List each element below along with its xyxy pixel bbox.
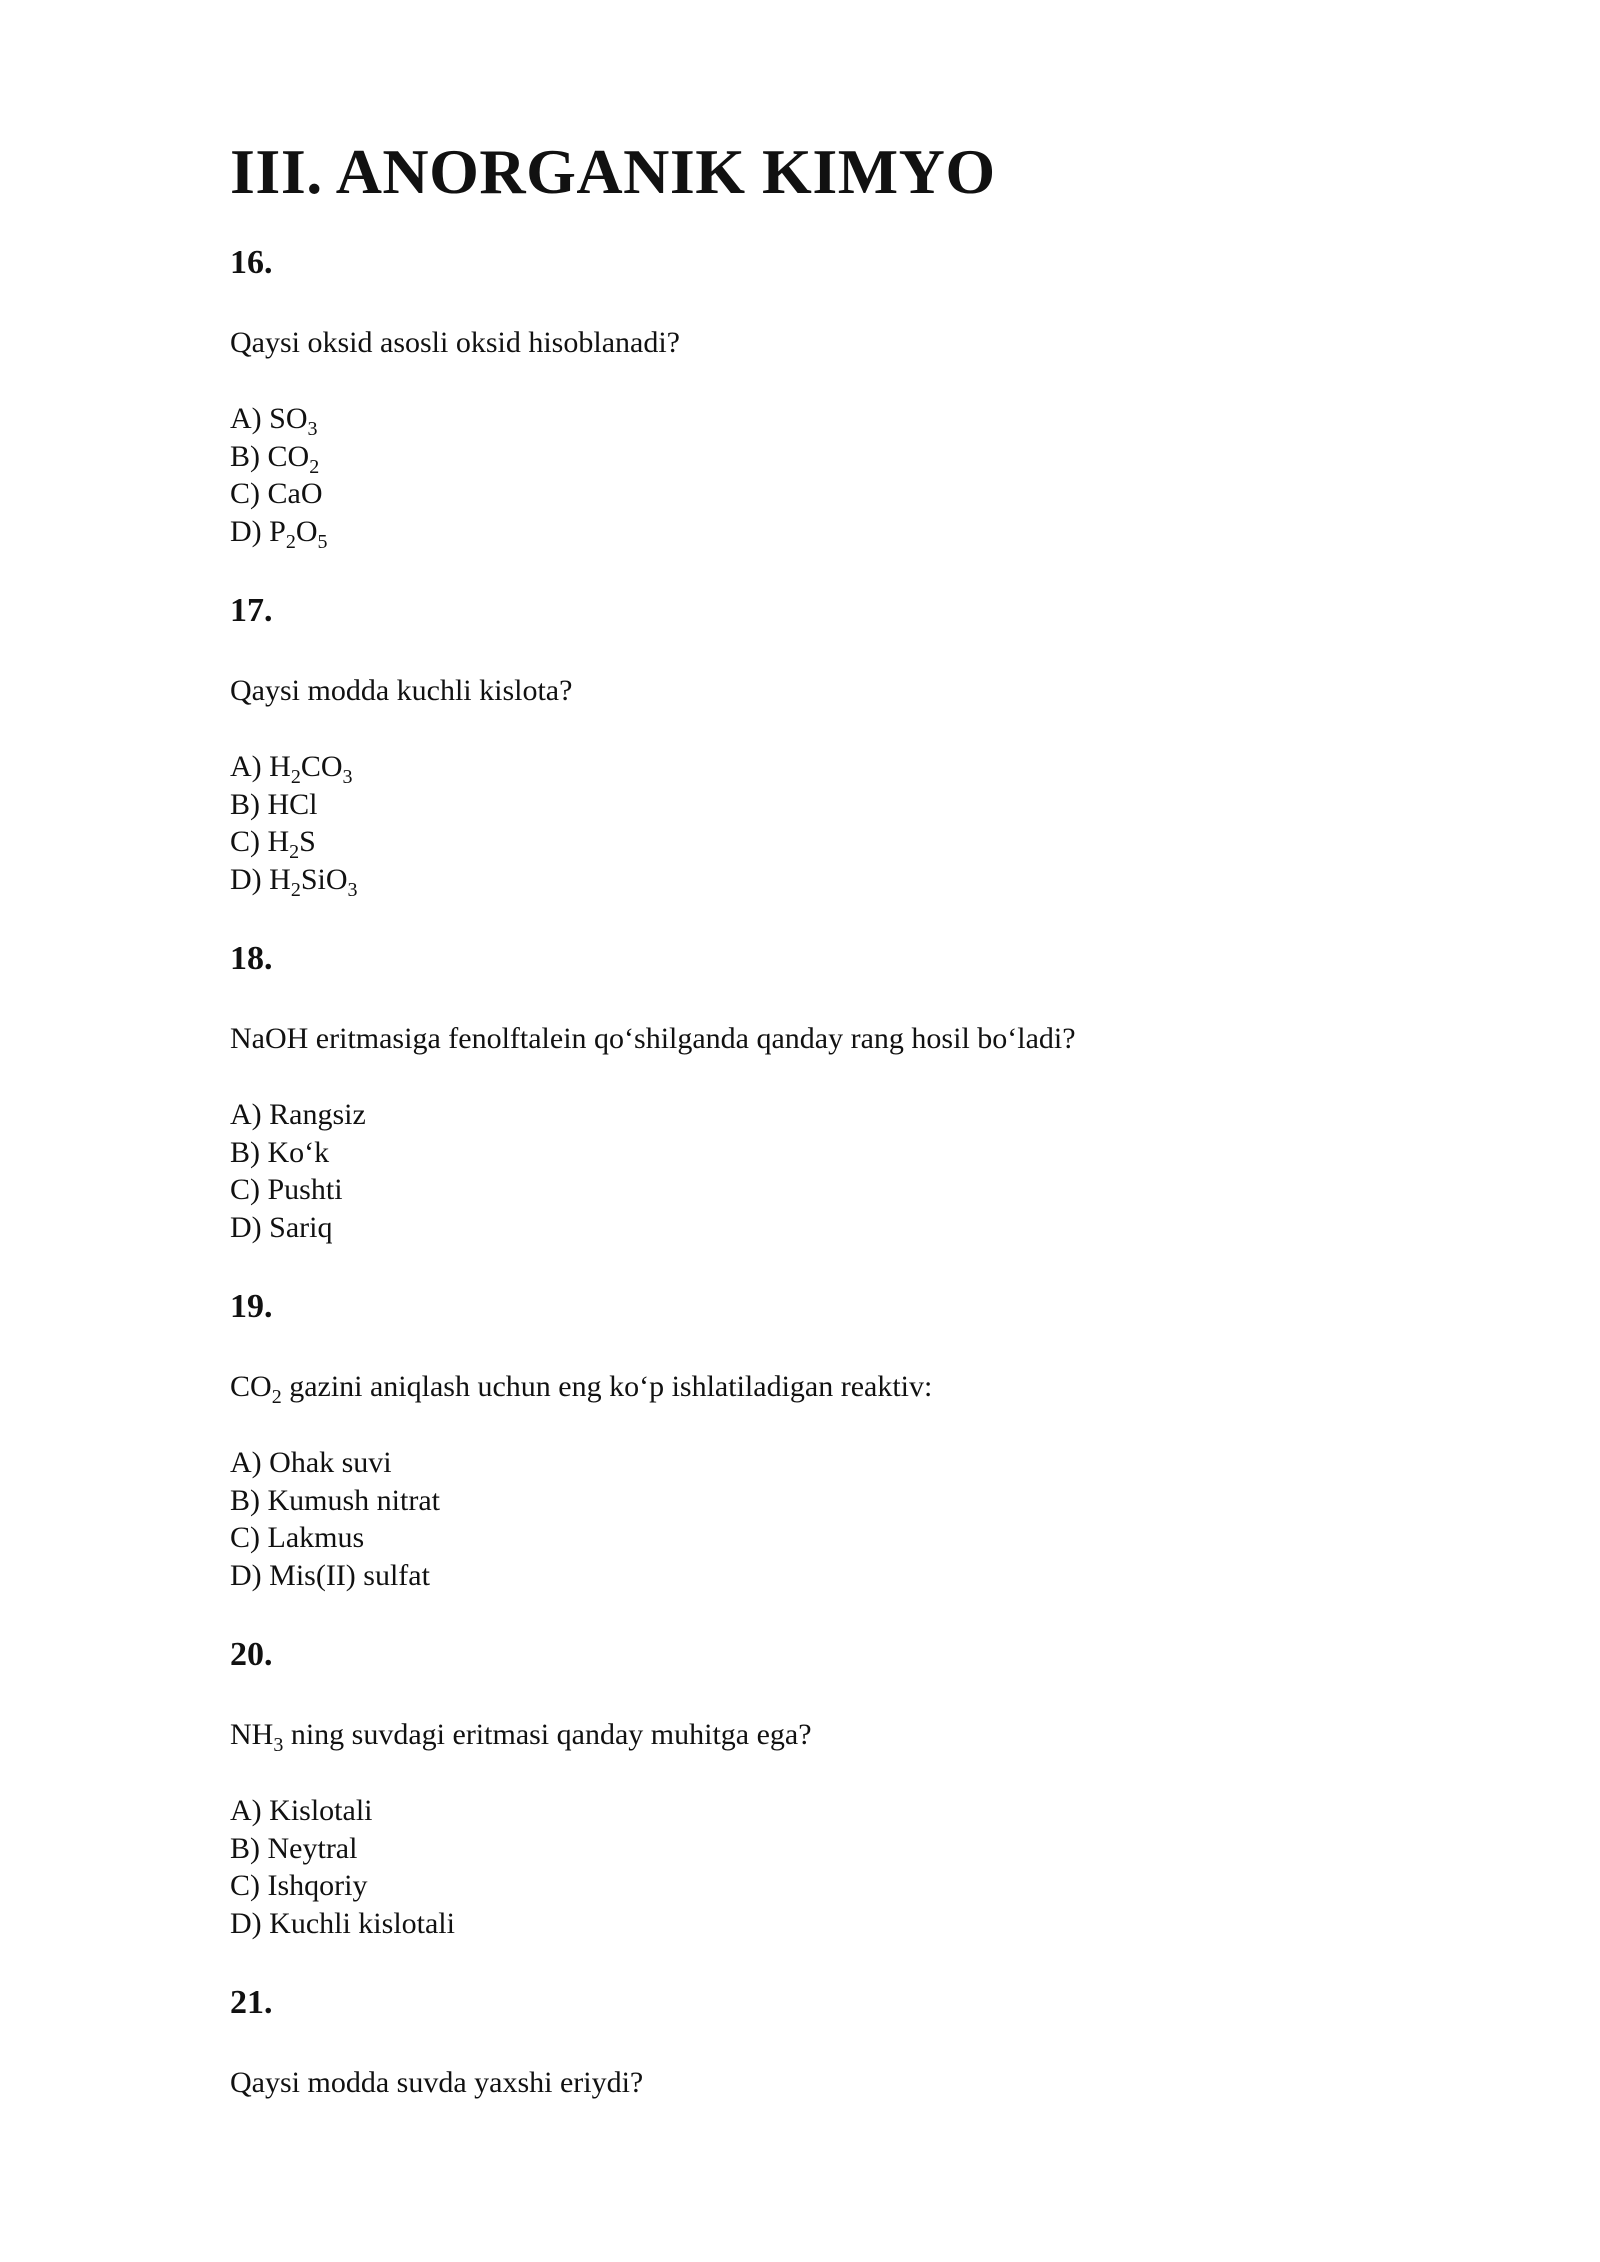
text-segment: C) Lakmus (230, 1521, 365, 1554)
subscript: 3 (342, 766, 353, 788)
question-number: 20. (230, 1636, 273, 1673)
question-number: 18. (230, 940, 273, 977)
answer-option (230, 861, 1430, 899)
text-segment: B) Neytral (230, 1831, 358, 1865)
answer-options (230, 748, 1430, 901)
text-segment: C) CaO (230, 477, 323, 510)
subscript: 2 (289, 841, 300, 863)
answer-option (230, 475, 1430, 513)
text-segment: SiO (300, 862, 348, 896)
subscript: 2 (290, 766, 301, 788)
question-text (230, 1024, 1430, 1054)
question-list (230, 246, 1430, 2098)
text-segment: D) H (230, 862, 291, 896)
text-segment: B) Kumush nitrat (230, 1483, 440, 1517)
subscript: 5 (317, 530, 328, 553)
answer-option (230, 1557, 1430, 1595)
question-block (230, 244, 1430, 553)
answer-option (230, 1134, 1430, 1172)
text-segment: O (295, 514, 318, 548)
answer-option (230, 1444, 1430, 1482)
subscript: 2 (271, 1386, 282, 1408)
subscript: 2 (309, 455, 320, 478)
answer-option (230, 1171, 1430, 1209)
question-text (230, 1718, 1430, 1756)
text-segment: Qaysi modda suvda yaxshi eriydi? (230, 2066, 644, 2099)
text-segment: Qaysi modda kuchli kislota? (230, 674, 573, 707)
document-page (230, 136, 1430, 2140)
answer-option (230, 1830, 1430, 1868)
text-segment: A) Rangsiz (230, 1098, 366, 1131)
answer-options (230, 1096, 1430, 1246)
answer-option (230, 513, 1430, 551)
answer-option (230, 1519, 1430, 1557)
question-text (230, 328, 1430, 358)
subscript: 3 (273, 1734, 284, 1756)
text-segment: C) Ishqoriy (230, 1869, 368, 1902)
subscript: 2 (290, 878, 301, 901)
question-block (230, 942, 1430, 1246)
text-segment: Qaysi oksid asosli oksid hisoblanadi? (230, 326, 680, 359)
page-title: III. ANORGANIK KIMYO (230, 136, 996, 207)
question-block (230, 592, 1430, 901)
text-segment: D) Kuchli kislotali (230, 1906, 455, 1940)
question-text (230, 676, 1430, 706)
text-segment: D) Mis(II) sulfat (230, 1558, 430, 1592)
text-segment: A) SO (230, 402, 308, 435)
text-segment: gazini aniqlash uchun eng ko‘p ishlatiladigan reaktiv: (281, 1370, 933, 1403)
question-number: 16. (230, 244, 273, 281)
text-segment: D) Sariq (230, 1210, 333, 1244)
question-text (230, 1370, 1430, 1408)
text-segment: C) H (230, 825, 290, 858)
text-segment: A) Ohak suvi (230, 1446, 392, 1479)
answer-option (230, 1905, 1430, 1943)
answer-options (230, 1444, 1430, 1594)
answer-option (230, 1482, 1430, 1520)
answer-options (230, 400, 1430, 553)
subscript: 3 (347, 878, 358, 901)
answer-option (230, 1792, 1430, 1830)
question-block (230, 1986, 1430, 2098)
text-segment: ning suvdagi eritmasi qanday muhitga ega? (283, 1718, 812, 1751)
text-segment: A) H (230, 750, 291, 783)
answer-option (230, 438, 1430, 476)
question-block (230, 1290, 1430, 1594)
subscript: 2 (285, 530, 296, 553)
answer-option (230, 786, 1430, 824)
question-number: 21. (230, 1984, 273, 2021)
text-segment: NaOH eritmasiga fenolftalein qo‘shilganda qanday rang hosil bo‘ladi? (230, 1022, 1076, 1055)
text-segment: NH (230, 1718, 274, 1751)
question-block (230, 1638, 1430, 1942)
question-number: 17. (230, 592, 273, 629)
text-segment: A) Kislotali (230, 1794, 373, 1827)
text-segment: S (299, 825, 316, 858)
subscript: 3 (307, 418, 318, 440)
question-number: 19. (230, 1288, 273, 1325)
answer-options (230, 1792, 1430, 1942)
answer-option (230, 1096, 1430, 1134)
question-text (230, 2068, 1430, 2098)
text-segment: CO (300, 750, 343, 783)
text-segment: B) HCl (230, 787, 318, 821)
text-segment: B) CO (230, 439, 310, 473)
answer-option (230, 400, 1430, 438)
text-segment: B) Ko‘k (230, 1135, 330, 1169)
answer-option (230, 748, 1430, 786)
text-segment: C) Pushti (230, 1173, 343, 1206)
text-segment: D) P (230, 514, 286, 548)
answer-option (230, 823, 1430, 861)
text-segment: CO (230, 1370, 272, 1403)
answer-option (230, 1209, 1430, 1247)
answer-option (230, 1867, 1430, 1905)
